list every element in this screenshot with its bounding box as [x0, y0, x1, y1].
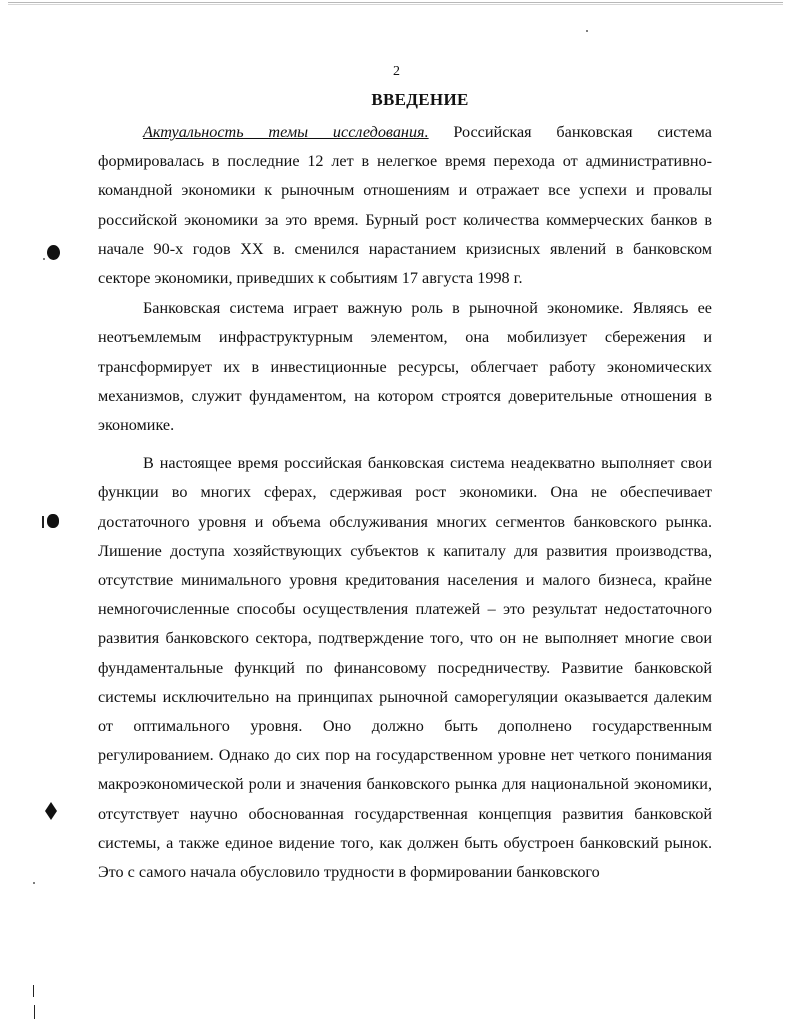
- scan-artifact-mark: [33, 985, 34, 997]
- scan-artifact-mark: [33, 882, 35, 884]
- paragraph-current-state: В настоящее время российская банковская система неадекватно выполняет свои функции во многих сферах, сдерживая рост экономики. Она не обеспечивает достаточного уровня и объема обслуживания многих сегментов банковского рынка. Лишение доступа хозяйствующих субъектов к капиталу для развития производства, отсутствие минимального уровня кредитования населения и малого бизнеса, крайне немногочисленные способы осуществления платежей – это результат недостаточного развития банковского сектора, подтверждение того, что он не выполняет многие свои фундаментальные функций по финансовому посредничеству. Развитие банковской системы исключительно на принципах рыночной саморегуляции оказывается далеким от оптимального уровня. Оно должно быть дополнено государственным регулированием. Однако до сих пор на государственном уровне нет четкого понимания макроэкономической роли и значения банковского рынка для национальной экономики, отсутствует научно обоснованная государственная концепция развития банковской системы, а также единое видение того, как должен быть обустроен банковский рынок. Это с самого начала обусловило трудности в формировании банковского: [98, 454, 712, 882]
- page-number: 2: [393, 64, 400, 79]
- binder-hole-mark: [47, 514, 59, 528]
- topic-relevance-label: Актуальность темы исследования.: [143, 123, 429, 141]
- scan-edge-line: [8, 2, 783, 3]
- paragraph-relevance: [98, 118, 712, 293]
- page-title: ВВЕДЕНИЕ: [371, 90, 469, 109]
- document-body: [98, 118, 712, 887]
- binder-hole-mark: [45, 802, 57, 820]
- scan-artifact-mark: [34, 1005, 35, 1019]
- paragraph-banking-role: Банковская система играет важную роль в рыночной экономике. Являясь ее неотъемлемым инфраструктурным элементом, она мобилизует сбережения и трансформирует их в инвестиционные ресурсы, облегчает работу экономических механизмов, служит фундаментом, на котором строятся доверительные отношения в экономике.: [98, 299, 712, 435]
- paragraph-text: Российская банковская система формировалась в последние 12 лет в нелегкое время перехода от административно-командной экономики к рыночным отношениям и отражает все успехи и провалы российской экономики за это время. Бурный рост количества коммерческих банков в начале 90-х годов XX в. сменился нарастанием кризисных явлений в банковском секторе экономики, приведших к событиям 17 августа 1998 г.: [98, 123, 712, 288]
- scan-artifact-mark: [43, 258, 45, 260]
- scan-artifact-mark: [42, 516, 44, 528]
- binder-hole-mark: [47, 245, 60, 260]
- scan-edge-line: [8, 4, 783, 5]
- scan-artifact-mark: [586, 30, 588, 32]
